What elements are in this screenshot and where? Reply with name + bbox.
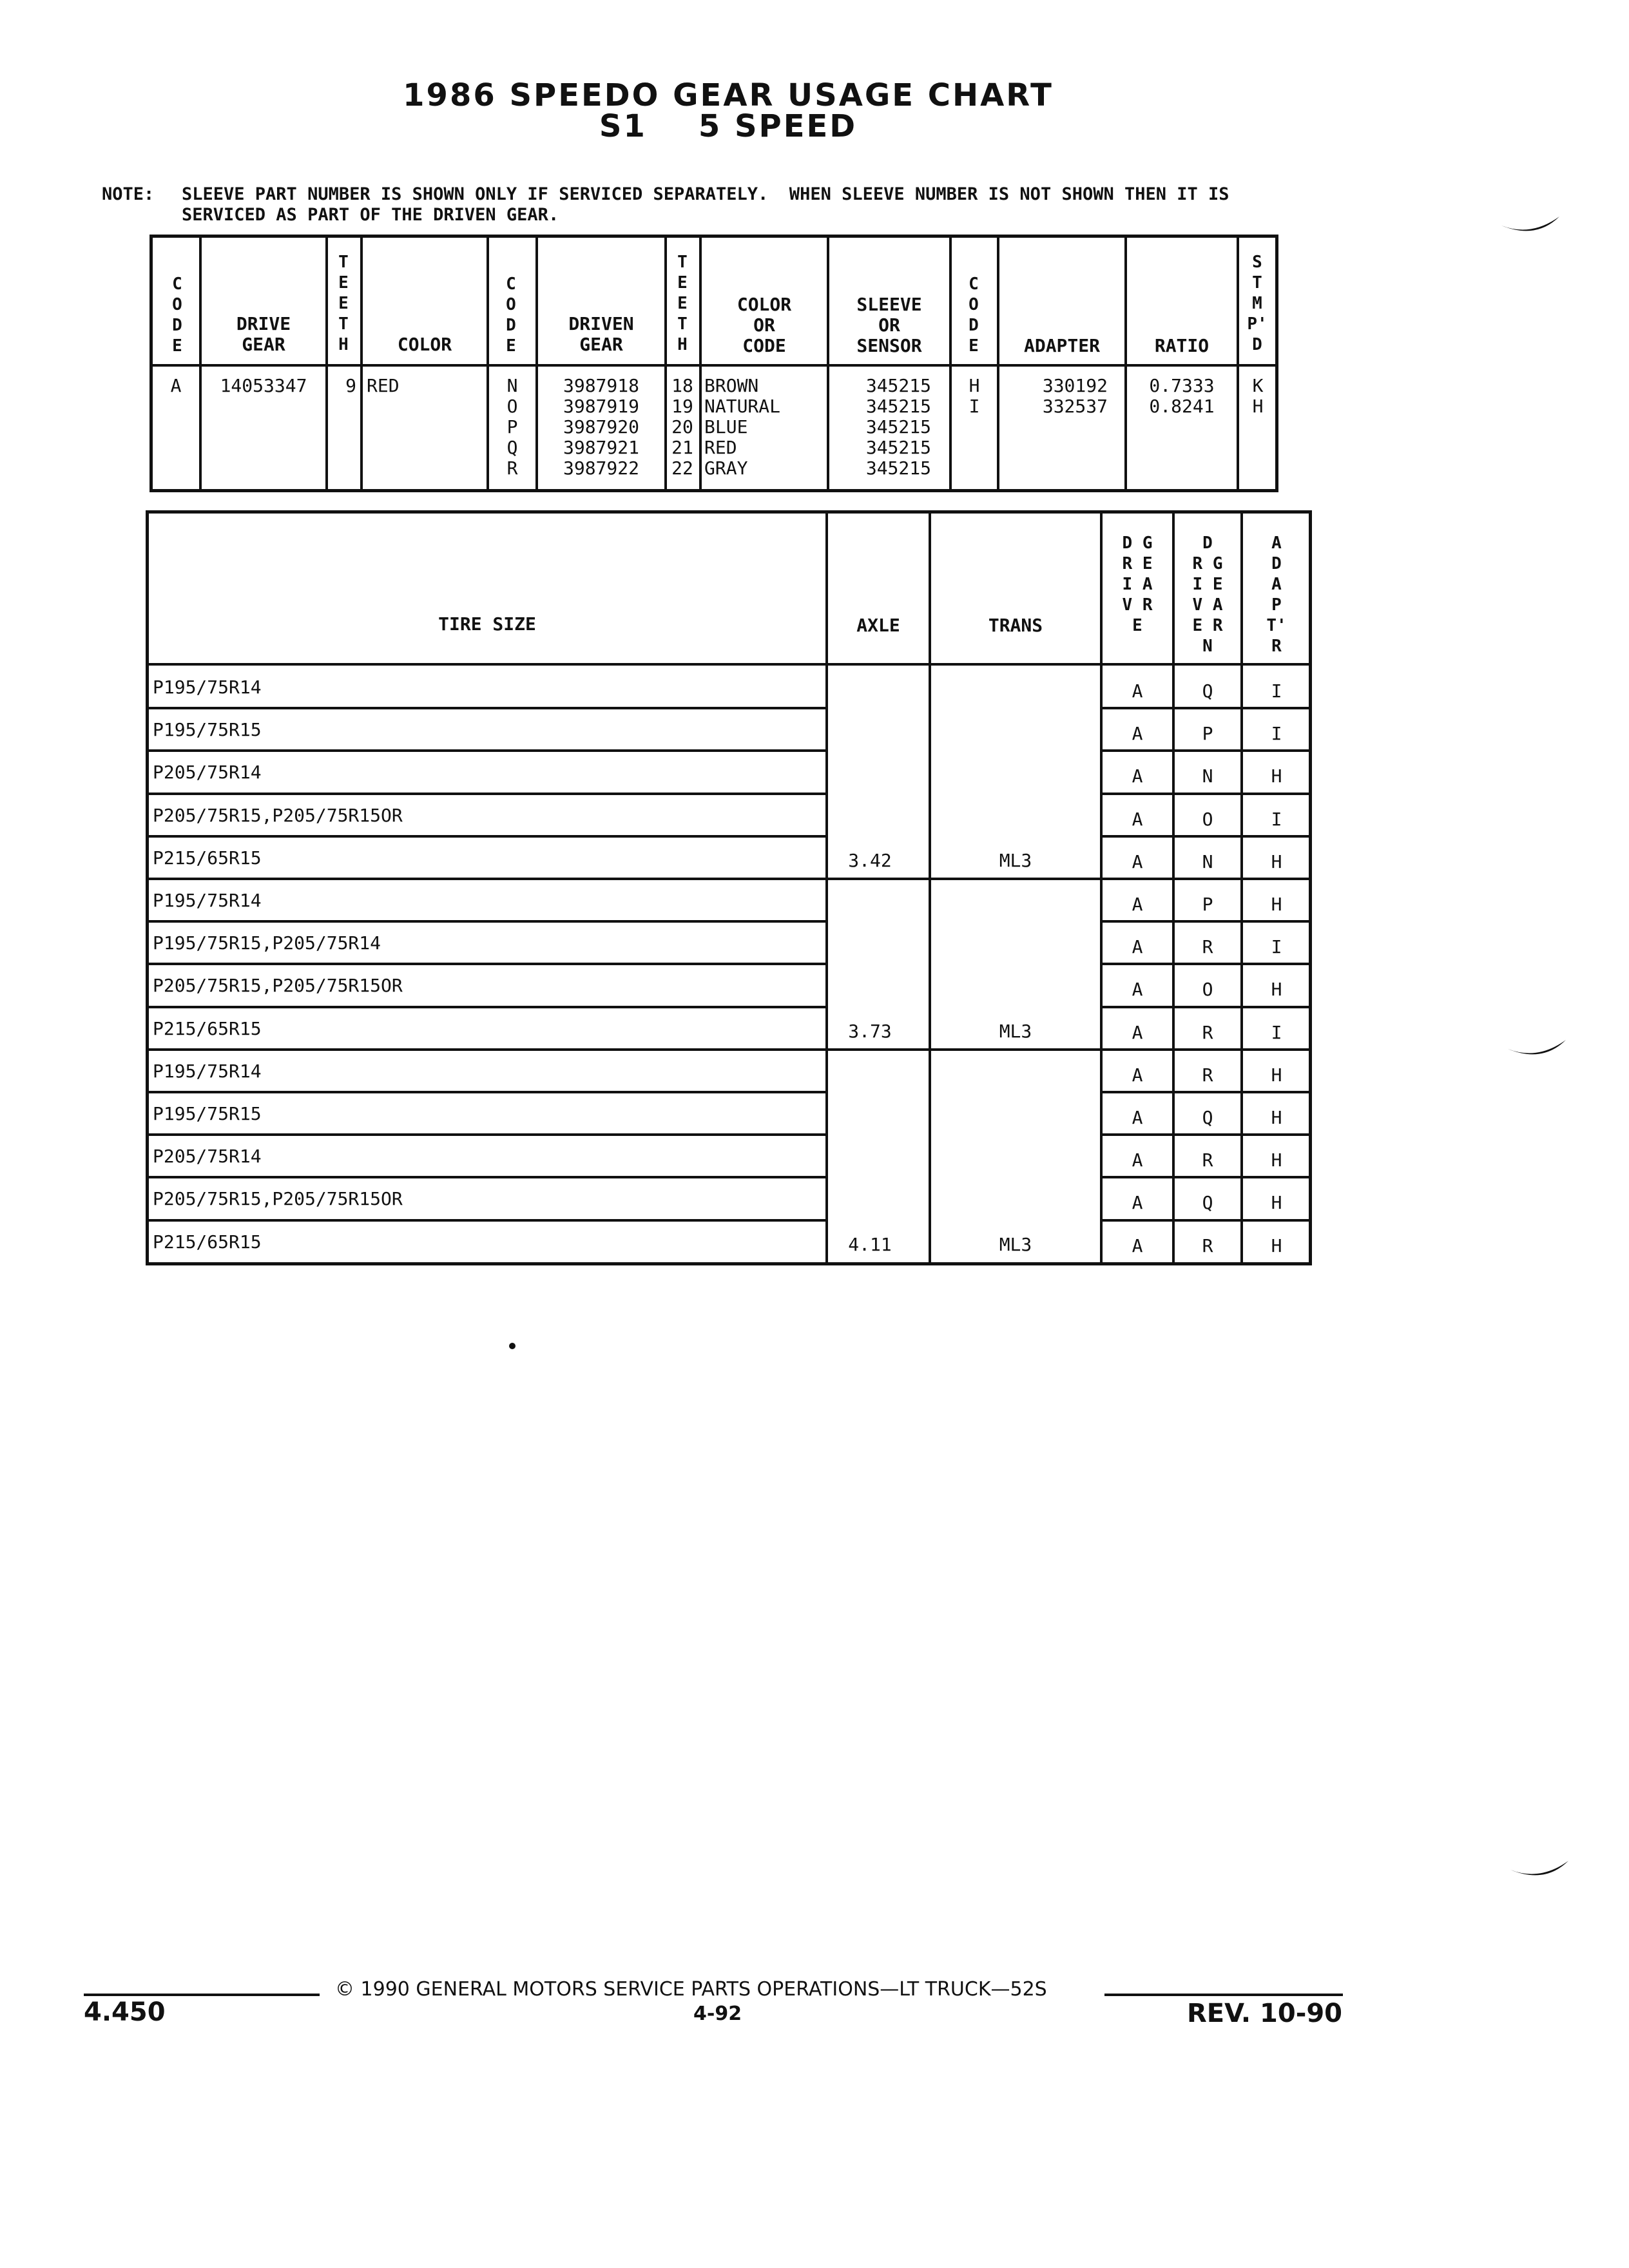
header-driven-gear: DRIVEN GEAR — [568, 313, 634, 355]
driven-gear-cell: Q — [1202, 1192, 1213, 1214]
drive-gear-cell: A — [1132, 979, 1143, 1001]
driven-gear-cell: Q — [1202, 680, 1213, 702]
binder-mark-1 — [1499, 210, 1563, 242]
drive-gear-cell: A — [1132, 1192, 1143, 1214]
adapter-cell: I — [1271, 936, 1282, 958]
driven-gear-cell: R — [1202, 936, 1213, 958]
driven-gear-cell: R — [1202, 1021, 1213, 1043]
header-drive-gear: D G R E I A V R E — [1122, 533, 1153, 635]
driven-code: Q — [506, 437, 518, 458]
adapter-cell: I — [1271, 680, 1282, 702]
adapter-code: I — [969, 396, 980, 417]
adapter-cell: H — [1271, 1192, 1282, 1214]
driven-teeth — [667, 376, 698, 479]
adapter-cell: I — [1271, 723, 1282, 745]
tire-size-cell: P215/65R15 — [153, 847, 262, 869]
driven-teeth-count: 20 — [671, 416, 693, 437]
driven-colors — [704, 376, 780, 479]
driven-gear-part: 3987922 — [563, 457, 639, 479]
driven-code: R — [506, 457, 518, 479]
driven-codes — [489, 376, 535, 479]
gear-table — [149, 235, 1278, 492]
header-color-or-code: COLOR OR CODE — [737, 294, 792, 356]
driven-gear-cell: R — [1202, 1064, 1213, 1086]
drive-gear-cell: A — [1132, 1235, 1143, 1256]
drive-gear-cell: A — [1132, 723, 1143, 745]
speed-label: 5 SPEED — [698, 108, 858, 144]
driven-gear-cell: Q — [1202, 1107, 1213, 1128]
page-number: 4-92 — [693, 2003, 742, 2025]
sleeve-part: 345215 — [865, 375, 931, 396]
header-ratio: RATIO — [1154, 335, 1210, 356]
transmission: ML3 — [999, 1020, 1032, 1042]
adapter-cell: H — [1271, 1149, 1282, 1171]
note-line-2: SERVICED AS PART OF THE DRIVEN GEAR. — [182, 205, 559, 225]
driven-gear-cell: R — [1202, 1235, 1213, 1256]
driven-teeth-count: 21 — [671, 437, 693, 458]
adapter-stamped — [1239, 376, 1277, 417]
adapter-cell: H — [1271, 850, 1282, 872]
driven-gear-cell: R — [1202, 1149, 1213, 1171]
driven-gear-cell: O — [1202, 808, 1213, 830]
adapter-code: H — [969, 375, 980, 396]
header-code-1: C O D E — [172, 274, 182, 356]
driven-gear-part: 3987919 — [563, 396, 639, 417]
revision: REV. 10-90 — [1187, 1999, 1342, 2028]
page-subtitle — [0, 108, 1456, 144]
driven-color: NATURAL — [704, 396, 781, 417]
drive-gear-cell: A — [1132, 894, 1143, 915]
sleeve-part: 345215 — [865, 457, 931, 479]
tire-size-cell: P205/75R15,P205/75R15OR — [153, 804, 403, 826]
tire-size-cell: P195/75R14 — [153, 890, 262, 911]
page-title: 1986 SPEEDO GEAR USAGE CHART — [403, 77, 1054, 113]
axle-ratio: 3.73 — [848, 1020, 892, 1042]
tire-size-cell: P195/75R14 — [153, 677, 262, 698]
tire-size-cell: P215/65R15 — [153, 1017, 262, 1039]
header-adapter: ADAPTER — [1023, 335, 1100, 356]
driven-color: RED — [704, 437, 737, 458]
adapter-cell: H — [1271, 979, 1282, 1001]
drive-gear-cell: A — [1132, 765, 1143, 787]
adapter-cell: H — [1271, 1235, 1282, 1256]
driven-gear-cell: O — [1202, 979, 1213, 1001]
tire-size-cell: P215/65R15 — [153, 1231, 262, 1253]
header-color: COLOR — [397, 334, 452, 355]
header-drive-gear: DRIVE GEAR — [236, 313, 291, 355]
tire-usage-table — [146, 510, 1312, 1265]
model-label: S1 — [599, 108, 647, 144]
driven-gear-cell: N — [1202, 850, 1213, 872]
header-teeth-1: T E E T H — [338, 253, 349, 354]
axle-ratio: 3.42 — [848, 850, 892, 871]
tire-size-cell: P195/75R15 — [153, 1103, 262, 1124]
header-teeth-2: T E E T H — [677, 253, 688, 354]
drive-gear-part: 14053347 — [220, 375, 307, 396]
sleeve-part: 345215 — [865, 416, 931, 437]
driven-color: BROWN — [704, 375, 759, 396]
header-axle: AXLE — [856, 615, 900, 636]
header-driven-gear: D R G I E V A E R N — [1192, 533, 1223, 656]
driven-code: O — [506, 396, 518, 417]
drive-code: A — [170, 375, 182, 396]
adapter-cell: H — [1271, 765, 1282, 787]
axle-ratio: 4.11 — [848, 1233, 892, 1255]
driven-gear-part: 3987920 — [563, 416, 639, 437]
drive-gear-cell: A — [1132, 1149, 1143, 1171]
tire-size-cell: P205/75R14 — [153, 1146, 262, 1168]
drive-gear-cell: A — [1132, 1064, 1143, 1086]
drive-gear-cell: A — [1132, 936, 1143, 958]
sleeve-part: 345215 — [865, 396, 931, 417]
adapter-parts — [999, 376, 1108, 417]
driven-teeth-count: 22 — [671, 457, 693, 479]
tire-size-cell: P205/75R15,P205/75R15OR — [153, 975, 403, 997]
adapter-cell: I — [1271, 808, 1282, 830]
drive-gear-cell: A — [1132, 1021, 1143, 1043]
tire-size-cell: P205/75R15,P205/75R15OR — [153, 1188, 403, 1210]
adapter-stamp: K — [1252, 375, 1264, 396]
binder-mark-2 — [1505, 1035, 1570, 1067]
section-number: 4.450 — [84, 1997, 166, 2027]
driven-teeth-count: 19 — [671, 396, 693, 417]
header-adapter: A D A P T' R — [1266, 533, 1287, 656]
adapter-cell: H — [1271, 1064, 1282, 1086]
adapter-part: 332537 — [1042, 396, 1108, 417]
header-stamped: S T M P' D — [1247, 253, 1268, 354]
transmission: ML3 — [999, 1233, 1032, 1255]
driven-color: BLUE — [704, 416, 748, 437]
driven-teeth-count: 18 — [671, 375, 693, 396]
drive-gear-cell: A — [1132, 808, 1143, 830]
adapter-ratio: 0.7333 — [1149, 375, 1215, 396]
driven-gear-part: 3987918 — [563, 375, 639, 396]
driven-color: GRAY — [704, 457, 748, 479]
tire-size-cell: P205/75R14 — [153, 762, 262, 783]
copyright: © 1990 GENERAL MOTORS SERVICE PARTS OPERATIONS—LT TRUCK—52S — [335, 1978, 1047, 2001]
binder-mark-3 — [1508, 1856, 1572, 1888]
adapter-ratio: 0.8241 — [1149, 396, 1215, 417]
header-code-3: C O D E — [969, 274, 979, 356]
tire-size-cell: P195/75R15 — [153, 719, 262, 741]
adapter-codes — [952, 376, 997, 417]
note-label: NOTE: — [102, 184, 155, 204]
driven-code: P — [506, 416, 518, 437]
drive-teeth: 9 — [345, 375, 356, 396]
adapter-part: 330192 — [1042, 375, 1108, 396]
sleeve-part: 345215 — [865, 437, 931, 458]
header-tire-size: TIRE SIZE — [438, 613, 536, 635]
adapter-cell: I — [1271, 1021, 1282, 1043]
driven-gear-cell: P — [1202, 894, 1213, 915]
driven-code: N — [506, 375, 518, 396]
tire-size-cell: P195/75R15,P205/75R14 — [153, 932, 381, 954]
adapter-cell: H — [1271, 1107, 1282, 1128]
transmission: ML3 — [999, 850, 1032, 871]
driven-gear-cell: N — [1202, 765, 1213, 787]
speck-dot — [509, 1343, 516, 1349]
adapter-stamp: H — [1252, 396, 1264, 417]
drive-gear-cell: A — [1132, 850, 1143, 872]
drive-gear-cell: A — [1132, 680, 1143, 702]
driven-gear-part: 3987921 — [563, 437, 639, 458]
drive-gear-cell: A — [1132, 1107, 1143, 1128]
tire-size-cell: P195/75R14 — [153, 1060, 262, 1082]
header-trans: TRANS — [988, 615, 1043, 636]
driven-gears — [538, 376, 664, 479]
drive-color: RED — [367, 375, 400, 396]
note-text — [182, 184, 1445, 226]
adapter-ratios — [1127, 376, 1237, 417]
adapter-cell: H — [1271, 894, 1282, 915]
driven-gear-cell: P — [1202, 723, 1213, 745]
header-sleeve-or-sensor: SLEEVE OR SENSOR — [856, 294, 922, 356]
note-line-1: SLEEVE PART NUMBER IS SHOWN ONLY IF SERVICED SEPARATELY. WHEN SLEEVE NUMBER IS NOT SHOWN THEN IT IS — [182, 184, 1229, 204]
sleeve-parts — [829, 376, 931, 479]
header-code-2: C O D E — [506, 274, 516, 356]
